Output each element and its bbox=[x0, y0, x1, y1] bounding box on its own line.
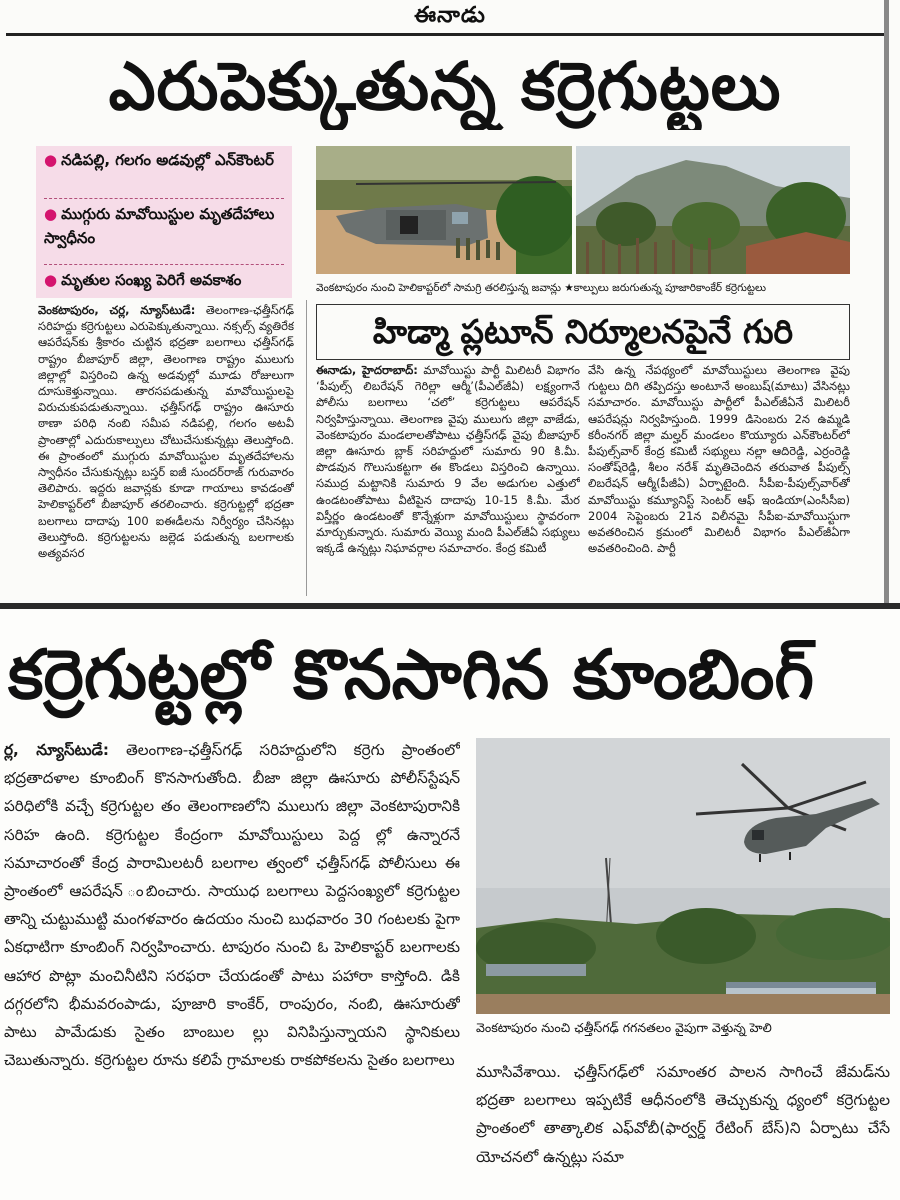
dateline: ఈనాడు, హైదరాబాద్: bbox=[316, 363, 418, 377]
sub-headline: హిడ్మా ప్లటూన్ నిర్మూలనపైనే గురి bbox=[372, 312, 794, 351]
article-column-2 bbox=[316, 362, 580, 594]
article-column-3 bbox=[588, 362, 850, 594]
article-column-4 bbox=[4, 736, 460, 1188]
article-column-1 bbox=[38, 302, 294, 594]
article-body: వేసి ఉన్న నేపథ్యంలో మావోయిస్టులు తెలంగాణ వైపు గుట్టలు దిగి తప్పిదస్తు అంటూనే అంబుష్‌(మాటు) వేసినట్లు సమాచారం. మావోయిస్టు పార్టీలో పీఎల్‌జీఏనే మిలిటరీ ఆపరేషన్లు నిర్వహిస్తుంది. 1999 డిసెంబరు 2న ఉమ్మడి కరీంనగర్ జిల్లా మల్హర్ మండలం కొయ్యూరు ఎన్‌కౌంటర్‌లో పీపుల్స్‌వార్ కేంద్ర కమిటీ సభ్యులు నల్లా ఆదిరెడ్డి, ఎర్రంరెడ్డి సంతోష్‌రెడ్డి, శీలం నరేశ్ మృతిచెందిన తరువాత పీపుల్స్ లిబరేషన్ ఆర్మీ(పీజీఏ) ఏర్పాటైంది. సీపీఐ-పీపుల్స్‌వార్‌తో మావోయిస్టు కమ్యూనిస్ట్ సెంటర్ ఆఫ్ ఇండియా(ఎంసీసీఐ) 2004 సెప్టెంబరు 21న విలీనమై సీపీఐ-మావోయిస్టుగా అవతరించిన క్రమంలో మిలిటరీ విభాగం పీఎల్‌జీఏగా అవతరించింది. పార్టీ bbox=[588, 363, 850, 556]
bullet-dot-icon: ● bbox=[44, 271, 58, 289]
highlight-item: ● ముగ్గురు మావోయిస్టుల మృతదేహాలు స్వాధీనం bbox=[44, 205, 275, 247]
article-column-5 bbox=[476, 1058, 890, 1170]
highlight-divider bbox=[44, 198, 284, 199]
top-photo-caption: వెంకటాపురం నుంచి హెలికాప్టర్‌లో సామగ్రి తరలిస్తున్న జవాన్లు ★కాల్పులు జరుగుతున్న పూజారికాంకేర్ కర్రెగుట్టలు bbox=[316, 282, 767, 294]
highlight-item: ● మృతుల సంఖ్య పెరిగే అవకాశం bbox=[44, 271, 242, 289]
helicopter-in-flight-photo bbox=[476, 738, 890, 1014]
dateline: వెంకటాపురం, చర్ల, న్యూస్‌టుడే: bbox=[38, 303, 196, 317]
bullet-dot-icon: ● bbox=[44, 205, 58, 223]
dateline: ర్ల, న్యూస్‌టుడే: bbox=[4, 741, 109, 759]
article-body: తెలంగాణ-ఛత్తీస్‌గఢ్ సరిహద్దు కర్రెగుట్టలు ఎరుపెక్కుతున్నాయి. నక్సల్స్ వ్యతిరేక ఆపరేషన్‌కు శ్రీకారం చుట్టిన భద్రతా బలగాలు ఛత్తీస్‌గఢ్ రాష్ట్రం బీజాపూర్ జిల్లా, తెలంగాణ రాష్ట్రం ములుగు జిల్లాల్లో విస్తరించి ఉన్న అడవుల్లో మూడు రోజులుగా దూసుకెళ్తున్నాయి. తారసపడుతున్న మావోయిస్టులపై విరుచుకుపడుతున్నాయి. ఛత్తీస్‌గఢ్ రాష్ట్రం ఊసూరు ఠాణా పరిధి నంబి సమీప నడిపల్లి, గలగం అటవీ ప్రాంతాల్లో ఎదురుకాల్పులు చోటుచేసుకున్నట్లు తెలుస్తోంది. ఈ ప్రాంతంలో ముగ్గురు మావోయిస్టుల మృతదేహాలను స్వాధీనం చేసుకున్నట్లు బస్తర్ ఐజీ సుందర్‌రాజ్ గురువారం తెలిపారు. ఇద్దరు జవాన్లకు కూడా గాయాలు కావడంతో హెలికాప్టర్‌లో బీజాపూర్ తరలించారు. కర్రెగుట్టల్లో భద్రతా బలగాలు దాదాపు 100 ఐఈడీలను నిర్వీర్యం చేసినట్లు తెలుస్తోంది. కర్రెగుట్టలను జల్లెడ పడుతున్న బలగాలకు అత్యవసర bbox=[38, 303, 294, 561]
highlights-box bbox=[36, 146, 292, 298]
column-rule bbox=[306, 300, 307, 596]
helicopter-landing-photo bbox=[316, 146, 572, 274]
bullet-dot-icon: ● bbox=[44, 151, 58, 169]
highlight-item: ● నడిపల్లి, గలగం అడవుల్లో ఎన్‌కౌంటర్ bbox=[44, 151, 274, 169]
article-body: మూసివేశాయి. ఛత్తీస్‌గఢ్‌లో సమాంతర పాలన సాగించే జేమడ్‌ను భద్రతా బలగాలు ఇప్పటికే ఆధీనంలోకి తెచ్చుకున్న ధ్యంలో కర్రెగుట్టల ప్రాంతంలో తాత్కాలిక ఎఫ్‌వోబీ(ఫార్వర్డ్ రేటింగ్ బేస్)ని ఏర్పాటు చేసే యోచనలో ఉన్నట్లు సమా bbox=[476, 1063, 890, 1166]
main-headline: ఎరుపెక్కుతున్న కర్రెగుట్టలు bbox=[108, 48, 782, 125]
masthead-rule bbox=[6, 33, 886, 36]
right-edge-rule bbox=[884, 0, 889, 603]
karregutta-hills-photo bbox=[576, 146, 850, 274]
second-headline: కర్రెగుట్టల్లో కొనసాగిన కూంబింగ్ bbox=[8, 636, 815, 715]
article-body: తెలంగాణ-ఛత్తీస్‌గఢ్ సరిహద్దులోని కర్రెగు ప్రాంతంలో భద్రతాదళాల కూంబింగ్ కొనసాగుతోంది. బీజా జిల్లా ఊసూరు పోలీస్‌స్టేషన్ పరిధిలోకి వచ్చే కర్రెగుట్టల తం తెలంగాణలోని ములుగు జిల్లా వెంకటాపురానికి సరిహ ఉంది. కర్రెగుట్టల కేంద్రంగా మావోయిస్టులు పెద్ద ల్లో ఉన్నారనే సమాచారంతో కేంద్ర పారామిలటరీ బలగాల త్వంలో ఛత్తీస్‌గఢ్ పోలీసులు ఈ ప్రాంతంలో ఆపరేషన్ ంబించారు. సాయుధ బలగాలు పెద్దసంఖ్యలో కర్రెగుట్టల తాన్ని చుట్టుముట్టి మంగళవారం ఉదయం నుంచి బుధవారం 30 గంటలకు పైగా ఏకధాటిగా కూంబింగ్ నిర్వహించారు. టాపురం నుంచి ఓ హెలికాప్టర్ బలగాలకు ఆహార పొట్లా మంచినీటిని సరఫరా చేయడంతో పాటు పహారా కాస్తోంది. డికి దగ్గరలోని భీమవరంపాడు, పూజారి కాంకేర్, రాంపురం, నంబి, ఊసూరుతో పాటు పామేడుకు సైతం బాంబుల ల్లు వినిపిస్తున్నాయని స్థానికులు చెబుతున్నారు. కర్రెగుట్టల రూను కలిపే గ్రామాలకు రాకపోకలను సైతం బలగాలు bbox=[4, 741, 460, 1070]
bottom-photo-caption: వెంకటాపురం నుంచి ఛత్తీస్‌గఢ్ గగనతలం వైపుగా వెళ్తున్న హెలి bbox=[476, 1020, 772, 1035]
highlight-divider bbox=[44, 264, 284, 265]
article-body: మావోయిస్టు పార్టీ మిలిటరీ విభాగం ‘పీపుల్స్ లిబరేషన్ గెరిల్లా ఆర్మీ’(పీఎల్‌జీఏ) లక్ష్యంగానే పోలీసు బలగాలు ‘చలో’ కర్రెగుట్టలు ఆపరేషన్ నిర్వహిస్తున్నాయి. తెలంగాణ వైపు ములుగు జిల్లా వాజేడు, వెంకటాపురం మండలాలతోపాటు ఛత్తీస్‌గఢ్ వైపు బీజాపూర్ జిల్లా ఊసూరు బ్లాక్ సరిహద్దులో సుమారు 90 కి.మీ. పొడవున గొలుసుకట్టగా ఈ కొండలు విస్తరించి ఉన్నాయి. సముద్ర మట్టానికి సుమారు 9 వేల అడుగుల ఎత్తులో ఉండటంతోపాటు వీటిపైన దాదాపు 10-15 కి.మీ. మేర విస్తీర్ణం ఉండటంతో కొన్నేళ్లుగా మావోయిస్టులు స్థావరంగా మార్చుకున్నారు. సుమారు వెయ్యి మంది పీఎల్‌జీఏ సభ్యులు ఇక్కడే ఉన్నట్లు నిఘావర్గాల సమాచారం. కేంద్ర కమిటీ bbox=[316, 363, 580, 556]
newspaper-masthead: ఈనాడు bbox=[414, 3, 486, 28]
